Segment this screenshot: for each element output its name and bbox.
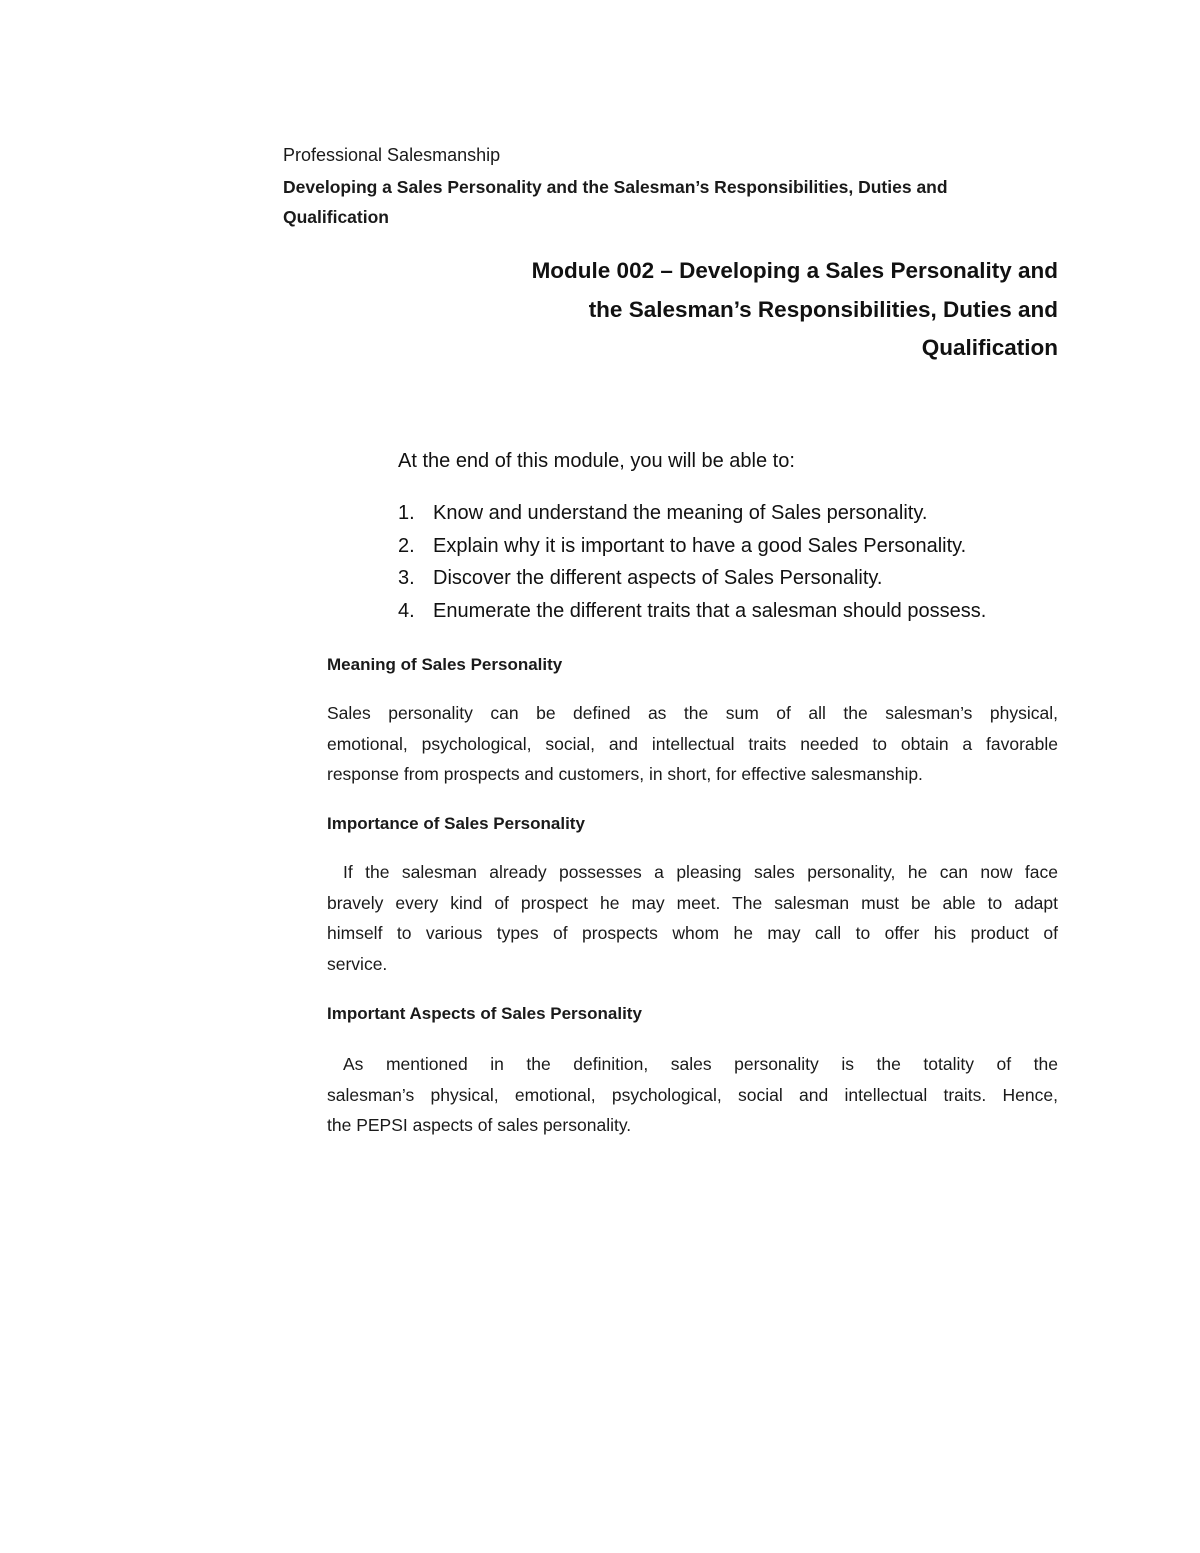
paragraph-line: himself to various types of prospects whom he may call to offer his product of — [327, 923, 1058, 943]
objective-item — [398, 499, 986, 532]
section-heading-meaning: Meaning of Sales Personality — [327, 655, 563, 674]
section-paragraph-meaning — [327, 698, 1058, 790]
document-subtitle — [283, 172, 1003, 232]
paragraph-line: salesman’s physical, emotional, psychological, social and intellectual traits. Hence, — [327, 1084, 1058, 1105]
subtitle-line: Developing a Sales Personality and the Salesman’s Responsibilities, Duties and — [283, 177, 948, 197]
section-paragraph-aspects — [327, 1049, 1058, 1141]
objectives-intro: At the end of this module, you will be able to: — [398, 450, 795, 472]
objective-number: 3. — [398, 567, 415, 589]
objective-text: Enumerate the different traits that a salesman should possess. — [433, 599, 987, 622]
section-heading-aspects: Important Aspects of Sales Personality — [327, 1004, 642, 1023]
section-heading-importance: Importance of Sales Personality — [327, 814, 585, 833]
paragraph-line: If the salesman already possesses a pleasing sales personality, he can now face — [343, 862, 1058, 882]
objective-text: Discover the different aspects of Sales Personality. — [433, 567, 883, 589]
objective-number: 1. — [398, 502, 415, 524]
course-name: Professional Salesmanship — [283, 145, 501, 165]
objectives-list — [398, 499, 986, 629]
module-title-line: Qualification — [921, 335, 1058, 360]
paragraph-line: bravely every kind of prospect he may meet. The salesman must be able to adapt — [327, 892, 1058, 913]
objective-number: 4. — [398, 599, 415, 622]
paragraph-line: emotional, psychological, social, and intellectual traits needed to obtain a favorable — [327, 733, 1058, 754]
objective-text: Know and understand the meaning of Sales personality. — [433, 502, 928, 524]
objective-item — [398, 597, 986, 630]
paragraph-line: Sales personality can be defined as the sum of all the salesman’s physical, — [327, 703, 1058, 723]
paragraph-line: the PEPSI aspects of sales personality. — [327, 1115, 632, 1135]
paragraph-line: As mentioned in the definition, sales personality is the totality of the — [343, 1054, 1058, 1074]
paragraph-line: response from prospects and customers, in short, for effective salesmanship. — [327, 764, 923, 784]
objective-number: 2. — [398, 534, 415, 557]
module-title — [460, 252, 1058, 368]
objective-item — [398, 532, 986, 565]
paragraph-line: service. — [327, 953, 388, 974]
module-title-line: the Salesman’s Responsibilities, Duties and — [588, 296, 1058, 322]
objective-text: Explain why it is important to have a good Sales Personality. — [433, 534, 967, 557]
objective-item — [398, 564, 986, 597]
section-paragraph-importance — [327, 857, 1058, 979]
module-title-line: Module 002 – Developing a Sales Personality and — [531, 258, 1058, 283]
subtitle-line: Qualification — [283, 207, 389, 227]
